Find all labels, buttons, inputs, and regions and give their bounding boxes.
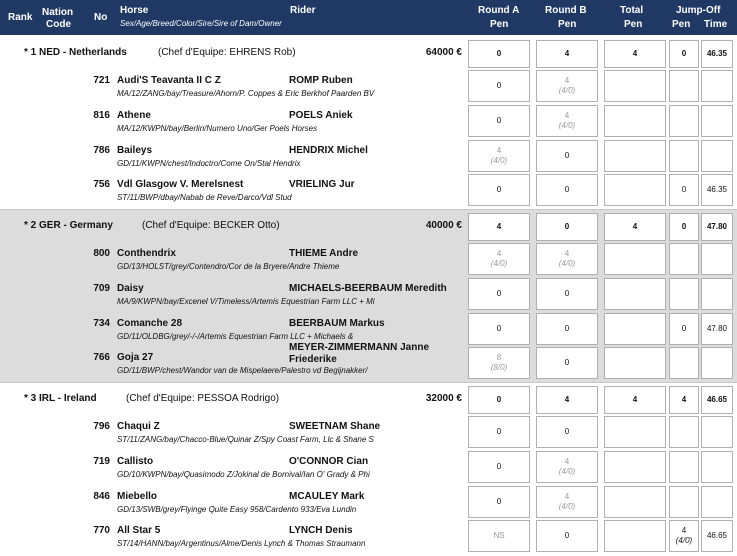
header-total: Total — [620, 5, 644, 16]
horse-name: Callisto — [117, 456, 154, 467]
rider-jumpoff-pen — [669, 140, 699, 172]
rider-round-b-value: 0 — [564, 427, 570, 436]
team-round-a — [468, 40, 530, 68]
rider-round-a — [468, 520, 530, 552]
rider-round-a-value: 4 — [496, 249, 502, 258]
team-prize: 32000 € — [425, 393, 462, 404]
rider-total — [604, 70, 666, 102]
rider-round-a — [468, 243, 530, 275]
rider-round-b — [536, 140, 598, 172]
rider-jumpoff-time — [701, 140, 733, 172]
team-round-b-value: 4 — [564, 49, 570, 58]
rider-round-a — [468, 451, 530, 483]
rider-total — [604, 278, 666, 310]
rider-round-b — [536, 105, 598, 137]
horse-details: MA/12/KWPN/bay/Berlin/Numero Uno/Ger Poels Horses — [117, 124, 318, 133]
rider-round-a — [468, 278, 530, 310]
rider-round-b — [536, 243, 598, 275]
team-round-b — [536, 40, 598, 68]
rider-jumpoff-pen — [669, 347, 699, 379]
rider-round-a-value: 8 — [496, 353, 502, 362]
horse-details: GD/11/OLDBG/grey/-/-/Artemis Equestrian Farm LLC + Michaels & — [117, 332, 354, 341]
horse-details: GD/11/KWPN/chest/Indoctro/Come On/Stal Hendrix — [117, 159, 301, 168]
rider-jumpoff-time-value: 46.65 — [706, 531, 728, 540]
team-rank-name: * 3 IRL - Ireland — [24, 393, 97, 404]
rider-jumpoff-pen — [669, 486, 699, 518]
horse-name: Goja 27 — [117, 352, 154, 363]
rider-name: MEYER-ZIMMERMANN Janne Friederike — [289, 342, 430, 365]
team-round-a-value: 4 — [496, 222, 502, 231]
team-jumpoff-time — [701, 213, 733, 241]
rider-name: O'CONNOR Cian — [289, 456, 369, 467]
team-jumpoff-pen-value: 0 — [681, 222, 687, 231]
team-round-b-value: 0 — [564, 222, 570, 231]
rider-jumpoff-pen — [669, 70, 699, 102]
rider-jumpoff-time — [701, 347, 733, 379]
team-round-a — [468, 386, 530, 414]
horse-name: Miebello — [117, 491, 158, 502]
horse-name: Daisy — [117, 283, 144, 294]
rider-round-b — [536, 313, 598, 345]
header-round-a-pen: Pen — [490, 19, 509, 30]
horse-details: ST/11/ZANG/bay/Chacco-Blue/Quinar Z/Spy Coast Farm, Llc & Shane S — [117, 435, 374, 444]
rider-total — [604, 105, 666, 137]
team-rank-name: * 1 NED - Netherlands — [24, 47, 127, 58]
rider-total — [604, 313, 666, 345]
header-code: Code — [46, 19, 71, 30]
horse-number: 786 — [93, 145, 110, 156]
rider-total — [604, 140, 666, 172]
rider-round-a — [468, 174, 530, 206]
header-jumpoff: Jump-Off — [676, 5, 721, 16]
rider-name: MCAULEY Mark — [289, 491, 365, 502]
team-rank-name: * 2 GER - Germany — [24, 220, 113, 231]
rider-round-b — [536, 174, 598, 206]
rider-jumpoff-time-value: 46.35 — [706, 185, 728, 194]
rider-round-b — [536, 416, 598, 448]
team-jumpoff-pen-value: 0 — [681, 49, 687, 58]
team-prize: 64000 € — [425, 47, 462, 58]
team-jumpoff-time-value: 46.35 — [706, 49, 728, 58]
horse-name: Comanche 28 — [117, 318, 183, 329]
header-round-b-pen: Pen — [558, 19, 577, 30]
header-total-pen: Pen — [624, 19, 643, 30]
rider-round-a-value: 0 — [496, 462, 502, 471]
rider-round-b-sub: (4/0) — [558, 86, 576, 95]
header-rank: Rank — [8, 12, 33, 23]
rider-round-b — [536, 451, 598, 483]
team-round-b — [536, 213, 598, 241]
rider-round-a-sub: (4/0) — [490, 259, 508, 268]
rider-round-a-sub: (4/0) — [490, 156, 508, 165]
rider-round-a-value: 4 — [496, 146, 502, 155]
team-chef: (Chef d'Equipe: BECKER Otto) — [142, 220, 280, 231]
horse-name: Athene — [117, 110, 151, 121]
rider-round-b-value: 4 — [564, 457, 570, 466]
rider-round-a-value: 0 — [496, 497, 502, 506]
rider-round-b — [536, 278, 598, 310]
horse-number: 756 — [93, 179, 110, 190]
rider-total — [604, 347, 666, 379]
team-chef: (Chef d'Equipe: EHRENS Rob) — [158, 47, 296, 58]
rider-round-b — [536, 347, 598, 379]
rider-total — [604, 174, 666, 206]
rider-round-b-value: 0 — [564, 324, 570, 333]
rider-round-b — [536, 70, 598, 102]
rider-round-b-value: 0 — [564, 185, 570, 194]
rider-round-b-value: 4 — [564, 76, 570, 85]
team-chef: (Chef d'Equipe: PESSOA Rodrigo) — [126, 393, 280, 404]
team-round-a-value: 0 — [496, 49, 502, 58]
rider-round-a — [468, 313, 530, 345]
horse-number: 719 — [93, 456, 110, 467]
rider-round-a — [468, 347, 530, 379]
rider-total — [604, 451, 666, 483]
rider-jumpoff-time — [701, 486, 733, 518]
horse-number: 721 — [93, 75, 110, 86]
horse-details: ST/11/BWP/dbay/Nabab de Reve/Darco/Vdl Stud — [117, 193, 292, 202]
rider-jumpoff-time-value: 47.80 — [706, 324, 728, 333]
team-total — [604, 213, 666, 241]
rider-round-a — [468, 486, 530, 518]
rider-jumpoff-time — [701, 174, 733, 206]
horse-details: MA/9/KWPN/bay/Excenel V/Timeless/Artemis Equestrian Farm LLC + Mi — [117, 297, 375, 306]
rider-round-b — [536, 520, 598, 552]
horse-name: Audi'S Teavanta II C Z — [117, 75, 221, 86]
header-rider: Rider — [290, 5, 316, 16]
team-jumpoff-time — [701, 386, 733, 414]
team-round-b-value: 4 — [564, 395, 570, 404]
rider-round-a-value: 0 — [496, 81, 502, 90]
rider-total — [604, 520, 666, 552]
rider-round-a — [468, 70, 530, 102]
rider-jumpoff-pen — [669, 313, 699, 345]
rider-jumpoff-time — [701, 243, 733, 275]
rider-round-a-value: 0 — [496, 289, 502, 298]
rider-jumpoff-pen-value: 0 — [681, 185, 687, 194]
team-round-a — [468, 213, 530, 241]
team-total-value: 4 — [632, 222, 638, 231]
rider-name: LYNCH Denis — [289, 525, 353, 536]
rider-jumpoff-pen-value: 0 — [681, 324, 687, 333]
header-jumpoff-time: Time — [704, 19, 728, 30]
rider-round-a-value: NS — [493, 531, 505, 540]
rider-round-a-value: 0 — [496, 116, 502, 125]
rider-round-b-value: 0 — [564, 531, 570, 540]
rider-name: VRIELING Jur — [289, 179, 355, 190]
rider-jumpoff-pen — [669, 174, 699, 206]
table-header — [0, 0, 737, 35]
rider-round-b-value: 0 — [564, 289, 570, 298]
team-jumpoff-pen-value: 4 — [681, 395, 687, 404]
rider-name: BEERBAUM Markus — [289, 318, 385, 329]
horse-name: All Star 5 — [117, 525, 161, 536]
horse-number: 796 — [93, 421, 110, 432]
rider-jumpoff-time — [701, 70, 733, 102]
horse-number: 816 — [93, 110, 110, 121]
header-round-a: Round A — [478, 5, 520, 16]
rider-round-b-value: 4 — [564, 111, 570, 120]
rider-name: ROMP Ruben — [289, 75, 353, 86]
horse-details: GD/13/SWB/grey/Flyinge Quite Easy 958/Cardento 933/Eva Lundin — [117, 505, 357, 514]
header-horse: Horse — [120, 5, 149, 16]
rider-jumpoff-time — [701, 105, 733, 137]
team-total — [604, 386, 666, 414]
rider-name: THIEME Andre — [289, 248, 359, 259]
team-round-a-value: 0 — [496, 395, 502, 404]
team-jumpoff-time-value: 46.65 — [706, 395, 728, 404]
rider-jumpoff-pen — [669, 416, 699, 448]
rider-total — [604, 243, 666, 275]
header-no: No — [94, 12, 108, 23]
horse-name: Chaqui Z — [117, 421, 160, 432]
rider-jumpoff-pen-sub: (4/0) — [675, 536, 693, 545]
rider-round-b-value: 0 — [564, 151, 570, 160]
rider-round-b — [536, 486, 598, 518]
horse-name: Baileys — [117, 145, 153, 156]
rider-jumpoff-time — [701, 313, 733, 345]
horse-number: 766 — [93, 352, 110, 363]
header-jumpoff-pen: Pen — [672, 19, 691, 30]
team-jumpoff-pen — [669, 40, 699, 68]
rider-name: SWEETNAM Shane — [289, 421, 381, 432]
rider-round-a — [468, 105, 530, 137]
team-total — [604, 40, 666, 68]
rider-name: MICHAELS-BEERBAUM Meredith — [289, 283, 447, 294]
horse-number: 709 — [93, 283, 110, 294]
horse-details: GD/10/KWPN/bay/Quasimodo Z/Jokinal de Bornival/Ian O' Grady & Phi — [117, 470, 370, 479]
rider-total — [604, 416, 666, 448]
team-round-b — [536, 386, 598, 414]
team-jumpoff-time — [701, 40, 733, 68]
divider — [0, 209, 737, 210]
header-nation: Nation — [42, 7, 74, 18]
rider-jumpoff-time — [701, 520, 733, 552]
rider-jumpoff-time — [701, 278, 733, 310]
rider-round-b-sub: (4/0) — [558, 502, 576, 511]
team-prize: 40000 € — [425, 220, 462, 231]
team-total-value: 4 — [632, 49, 638, 58]
rider-round-b-sub: (4/0) — [558, 467, 576, 476]
divider — [0, 382, 737, 383]
rider-round-a-value: 0 — [496, 427, 502, 436]
rider-round-a-value: 0 — [496, 185, 502, 194]
rider-jumpoff-pen — [669, 105, 699, 137]
horse-details: GD/13/HOLST/grey/Contendro/Cor de la Bryere/Andre Thieme — [117, 262, 340, 271]
rider-round-b-value: 0 — [564, 358, 570, 367]
rider-jumpoff-time — [701, 451, 733, 483]
rider-round-b-value: 4 — [564, 492, 570, 501]
rider-jumpoff-time — [701, 416, 733, 448]
horse-number: 770 — [93, 525, 110, 536]
horse-name: Vdl Glasgow V. Merelsnest — [117, 179, 244, 190]
horse-details: MA/12/ZANG/bay/Treasure/Ahorn/P. Coppes & Eric Berkhof Paarden BV — [117, 89, 375, 98]
team-jumpoff-time-value: 47.80 — [706, 222, 728, 231]
rider-round-b-sub: (4/0) — [558, 121, 576, 130]
rider-round-b-sub: (4/0) — [558, 259, 576, 268]
rider-round-a — [468, 140, 530, 172]
rider-round-a — [468, 416, 530, 448]
horse-details: GD/11/BWP/chest/Wandor van de Mispelaere/Palestro vd Begijnakker/ — [117, 366, 368, 375]
rider-jumpoff-pen — [669, 278, 699, 310]
rider-name: POELS Aniek — [289, 110, 353, 121]
team-jumpoff-pen — [669, 213, 699, 241]
rider-jumpoff-pen-value: 4 — [681, 526, 687, 535]
horse-number: 734 — [93, 318, 110, 329]
header-round-b: Round B — [545, 5, 587, 16]
header-horse-sub: Sex/Age/Breed/Color/Sire/Sire of Dam/Owner — [120, 19, 282, 28]
horse-number: 846 — [93, 491, 110, 502]
rider-total — [604, 486, 666, 518]
rider-jumpoff-pen — [669, 243, 699, 275]
rider-round-a-sub: (8/0) — [490, 363, 508, 372]
team-total-value: 4 — [632, 395, 638, 404]
team-jumpoff-pen — [669, 386, 699, 414]
rider-jumpoff-pen — [669, 520, 699, 552]
horse-number: 800 — [93, 248, 110, 259]
rider-round-a-value: 0 — [496, 324, 502, 333]
rider-jumpoff-pen — [669, 451, 699, 483]
horse-details: ST/14/HANN/bay/Argentinus/Alme/Denis Lynch & Thomas Straumann — [117, 539, 366, 548]
rider-round-b-value: 4 — [564, 249, 570, 258]
horse-name: Conthendrix — [117, 248, 176, 259]
rider-name: HENDRIX Michel — [289, 145, 368, 156]
